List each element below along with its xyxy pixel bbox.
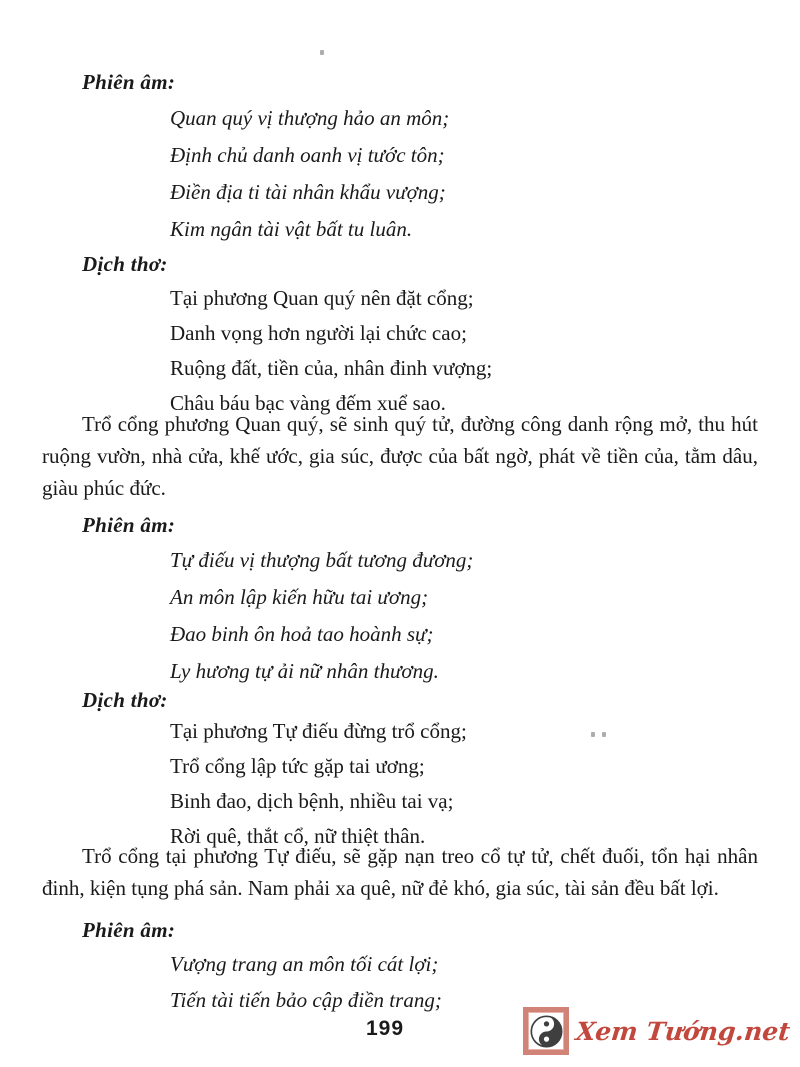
verse-line: Kim ngân tài vật bất tu luân. xyxy=(170,217,413,241)
verse-line: Rời quê, thắt cổ, nữ thiệt thân. xyxy=(170,824,426,848)
watermark-site-text: Xem Tướng.net xyxy=(574,1016,792,1046)
commentary-paragraph-2: Trổ cổng tại phương Tự điếu, sẽ gặp nạn treo cổ tự tử, chết đuối, tổn hại nhân đinh, kiện tụng phá sản. Nam phải xa quê, nữ đẻ khó, gia súc, tài sản đều bất lợi. xyxy=(42,844,758,900)
scan-speck xyxy=(591,732,595,737)
verse-line: Trổ cổng lập tức gặp tai ương; xyxy=(170,754,425,778)
verse-line: Châu báu bạc vàng đếm xuể sao. xyxy=(170,391,446,415)
verse-line: Đao binh ôn hoả tao hoành sự; xyxy=(170,622,434,646)
scan-speck xyxy=(320,50,324,55)
dich-tho-heading-2: Dịch thơ: xyxy=(82,688,168,712)
verse-line: Tại phương Quan quý nên đặt cổng; xyxy=(170,286,474,310)
verse-line: Vượng trang an môn tối cát lợi; xyxy=(170,952,439,976)
yin-yang-icon xyxy=(523,1007,569,1055)
verse-line: Tự điếu vị thượng bất tương đương; xyxy=(170,548,474,572)
phien-am-heading-2: Phiên âm: xyxy=(82,513,176,537)
verse-line: Ruộng đất, tiền của, nhân đinh vượng; xyxy=(170,356,493,380)
verse-line: Ly hương tự ải nữ nhân thương. xyxy=(170,659,439,683)
dich-tho-heading-1: Dịch thơ: xyxy=(82,252,168,276)
verse-line: An môn lập kiến hữu tai ương; xyxy=(170,585,429,609)
watermark xyxy=(523,1007,790,1055)
verse-line: Tại phương Tự điếu đừng trổ cổng; xyxy=(170,719,467,743)
phien-am-heading-3: Phiên âm: xyxy=(82,918,176,942)
verse-line: Định chủ danh oanh vị tước tôn; xyxy=(170,143,445,167)
dich-tho-verse-2 xyxy=(170,714,467,854)
phien-am-verse-2 xyxy=(170,542,473,690)
verse-line: Điền địa ti tài nhân khẩu vượng; xyxy=(170,180,446,204)
verse-line: Quan quý vị thượng hảo an môn; xyxy=(170,106,450,130)
phien-am-verse-1 xyxy=(170,100,449,248)
dich-tho-verse-1 xyxy=(170,281,492,421)
commentary-paragraph-1: Trổ cổng phương Quan quý, sẽ sinh quý tử, đường công danh rộng mở, thu hút ruộng vườn, nhà cửa, khế ước, gia súc, được của bất ngờ, phát về tiền của, tằm dâu, giàu phúc đức. xyxy=(42,412,758,500)
scan-speck xyxy=(602,732,606,737)
verse-line: Tiến tài tiến bảo cập điền trang; xyxy=(170,988,442,1012)
phien-am-verse-3 xyxy=(170,946,442,1018)
verse-line: Binh đao, dịch bệnh, nhiều tai vạ; xyxy=(170,789,454,813)
page-number: 199 xyxy=(366,1017,405,1040)
phien-am-heading-1: Phiên âm: xyxy=(82,70,176,94)
verse-line: Danh vọng hơn người lại chức cao; xyxy=(170,321,467,345)
